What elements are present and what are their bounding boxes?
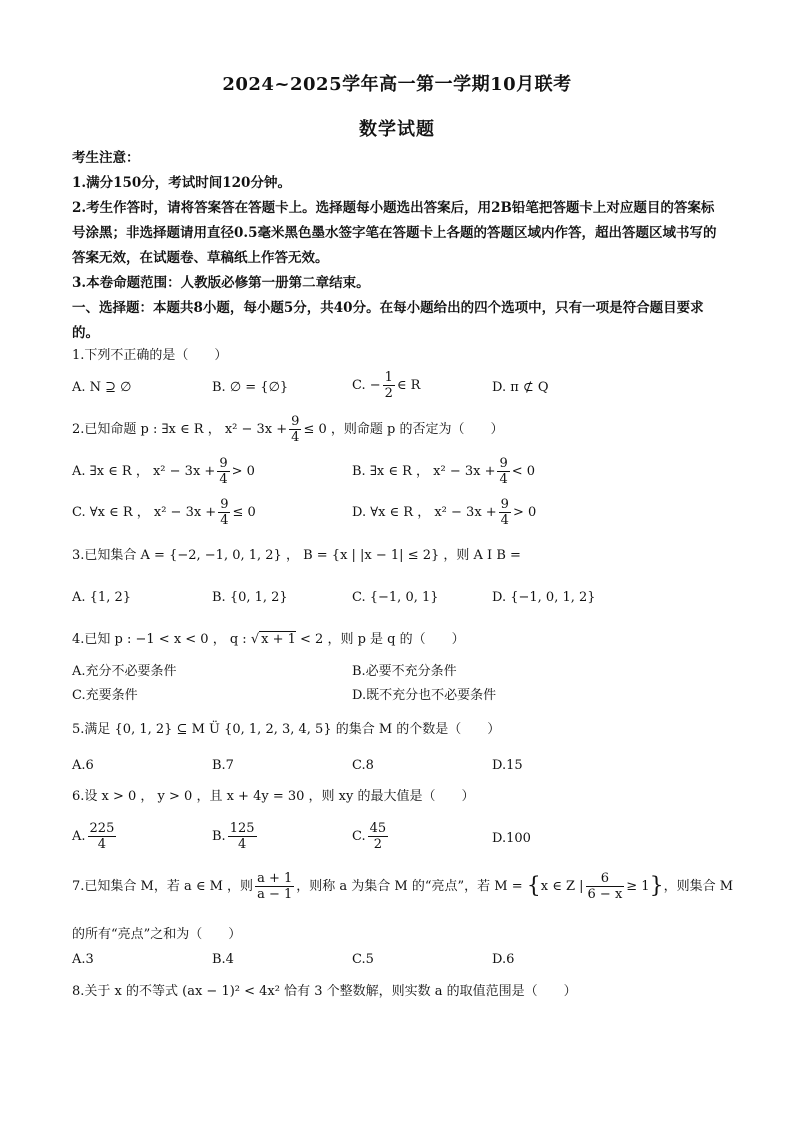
question-2-stem: 2.已知命题 p : ∃x ∈ R ， x² − 3x + $\frac{9}{4}$ ≤ 0 ，则命题 p 的否定为（ ）	[72, 414, 504, 445]
option-b: B. ∃x ∈ R ， x² − 3x + $\frac{9}{4}$ < 0	[352, 456, 536, 487]
notice-item-2: 2.考生作答时，请将答案答在答题卡上。选择题每小题选出答案后，用2B铅笔把答题卡上对应题目的答案标号涂黑；非选择题请用直径0.5毫米黑色墨水签字笔在答题卡上各题的答题区域内作答，超出答题区域书写的答案无效，在试题卷、草稿纸上作答无效。	[72, 200, 717, 266]
option-b: B.4	[212, 952, 234, 967]
option-c: C. ∀x ∈ R ， x² − 3x + $\frac{9}{4}$ ≤ 0	[72, 497, 256, 528]
option-c: C. $\frac{45}{2}$	[352, 821, 387, 852]
notice-heading: 考生注意：	[72, 150, 140, 166]
option-b: B. {0, 1, 2}	[212, 590, 288, 605]
option-d: D.6	[492, 952, 515, 967]
option-b: B.7	[212, 758, 234, 773]
option-a: A. {1, 2}	[72, 590, 132, 605]
option-d: D. {−1, 0, 1, 2}	[492, 590, 596, 605]
question-7-stem-line-2: 的所有“亮点”之和为（ ）	[72, 927, 242, 942]
question-4-stem: 4.已知 p : −1 < x < 0 ， q : √ x + 1 < 2 ，则 p 是 q 的（ ）	[72, 632, 465, 647]
question-1-stem: 1.下列不正确的是（ ）	[72, 348, 228, 363]
notice-item-1: 1.满分150分，考试时间120分钟。	[72, 175, 291, 191]
option-b: B. $\frac{125}{4}$	[212, 821, 255, 852]
option-a: A.3	[72, 952, 94, 967]
option-d: D. π ⊄ Q	[492, 380, 549, 395]
question-3-stem: 3.已知集合 A = {−2, −1, 0, 1, 2} ， B = {x | |x − 1| ≤ 2} ，则 A I B =	[72, 548, 521, 563]
option-d: D.既不充分也不必要条件	[352, 688, 497, 703]
notice-item-3: 3.本卷命题范围：人教版必修第一册第二章结束。	[72, 275, 370, 291]
option-b: B. ∅ = {∅}	[212, 380, 289, 395]
option-c: C. − $\frac{1}{2}$ ∈ R	[352, 370, 421, 401]
question-5-stem: 5.满足 {0, 1, 2} ⊆ M Ü {0, 1, 2, 3, 4, 5} 的集合 M 的个数是（ ）	[72, 722, 501, 737]
option-c: C.5	[352, 952, 374, 967]
option-a: A.充分不必要条件	[72, 664, 177, 679]
exam-title: 2024~2025学年高一第一学期10月联考	[222, 74, 572, 95]
question-7-stem: 7.已知集合 M，若 a ∈ M ，则 $\frac{a + 1}{a - 1}$ ，则称 a 为集合 M 的“亮点”，若 M = {x ∈ Z | $\frac{6}{6 - x}$ ≥ 1}，则集合 M	[72, 871, 734, 902]
option-d: D.100	[492, 831, 531, 846]
option-b: B.必要不充分条件	[352, 664, 457, 679]
option-c: C.8	[352, 758, 374, 773]
option-c: C. {−1, 0, 1}	[352, 590, 439, 605]
option-d: D.15	[492, 758, 523, 773]
exam-subtitle: 数学试题	[359, 119, 435, 140]
option-c: C.充要条件	[72, 688, 138, 703]
option-a: A. $\frac{225}{4}$	[72, 821, 115, 852]
option-a: A. N ⊇ ∅	[72, 380, 132, 395]
question-8-stem: 8.关于 x 的不等式 (ax − 1)² < 4x² 恰有 3 个整数解，则实数 a 的取值范围是（ ）	[72, 984, 577, 999]
option-d: D. ∀x ∈ R ， x² − 3x + $\frac{9}{4}$ > 0	[352, 497, 537, 528]
section-heading: 一、选择题：本题共8小题，每小题5分，共40分。在每小题给出的四个选项中，只有一项是符合题目要求的。	[72, 300, 704, 341]
option-a: A. ∃x ∈ R ， x² − 3x + $\frac{9}{4}$ > 0	[72, 456, 255, 487]
question-6-stem: 6.设 x > 0 ， y > 0 ，且 x + 4y = 30 ，则 xy 的最大值是（ ）	[72, 789, 475, 804]
option-a: A.6	[72, 758, 94, 773]
